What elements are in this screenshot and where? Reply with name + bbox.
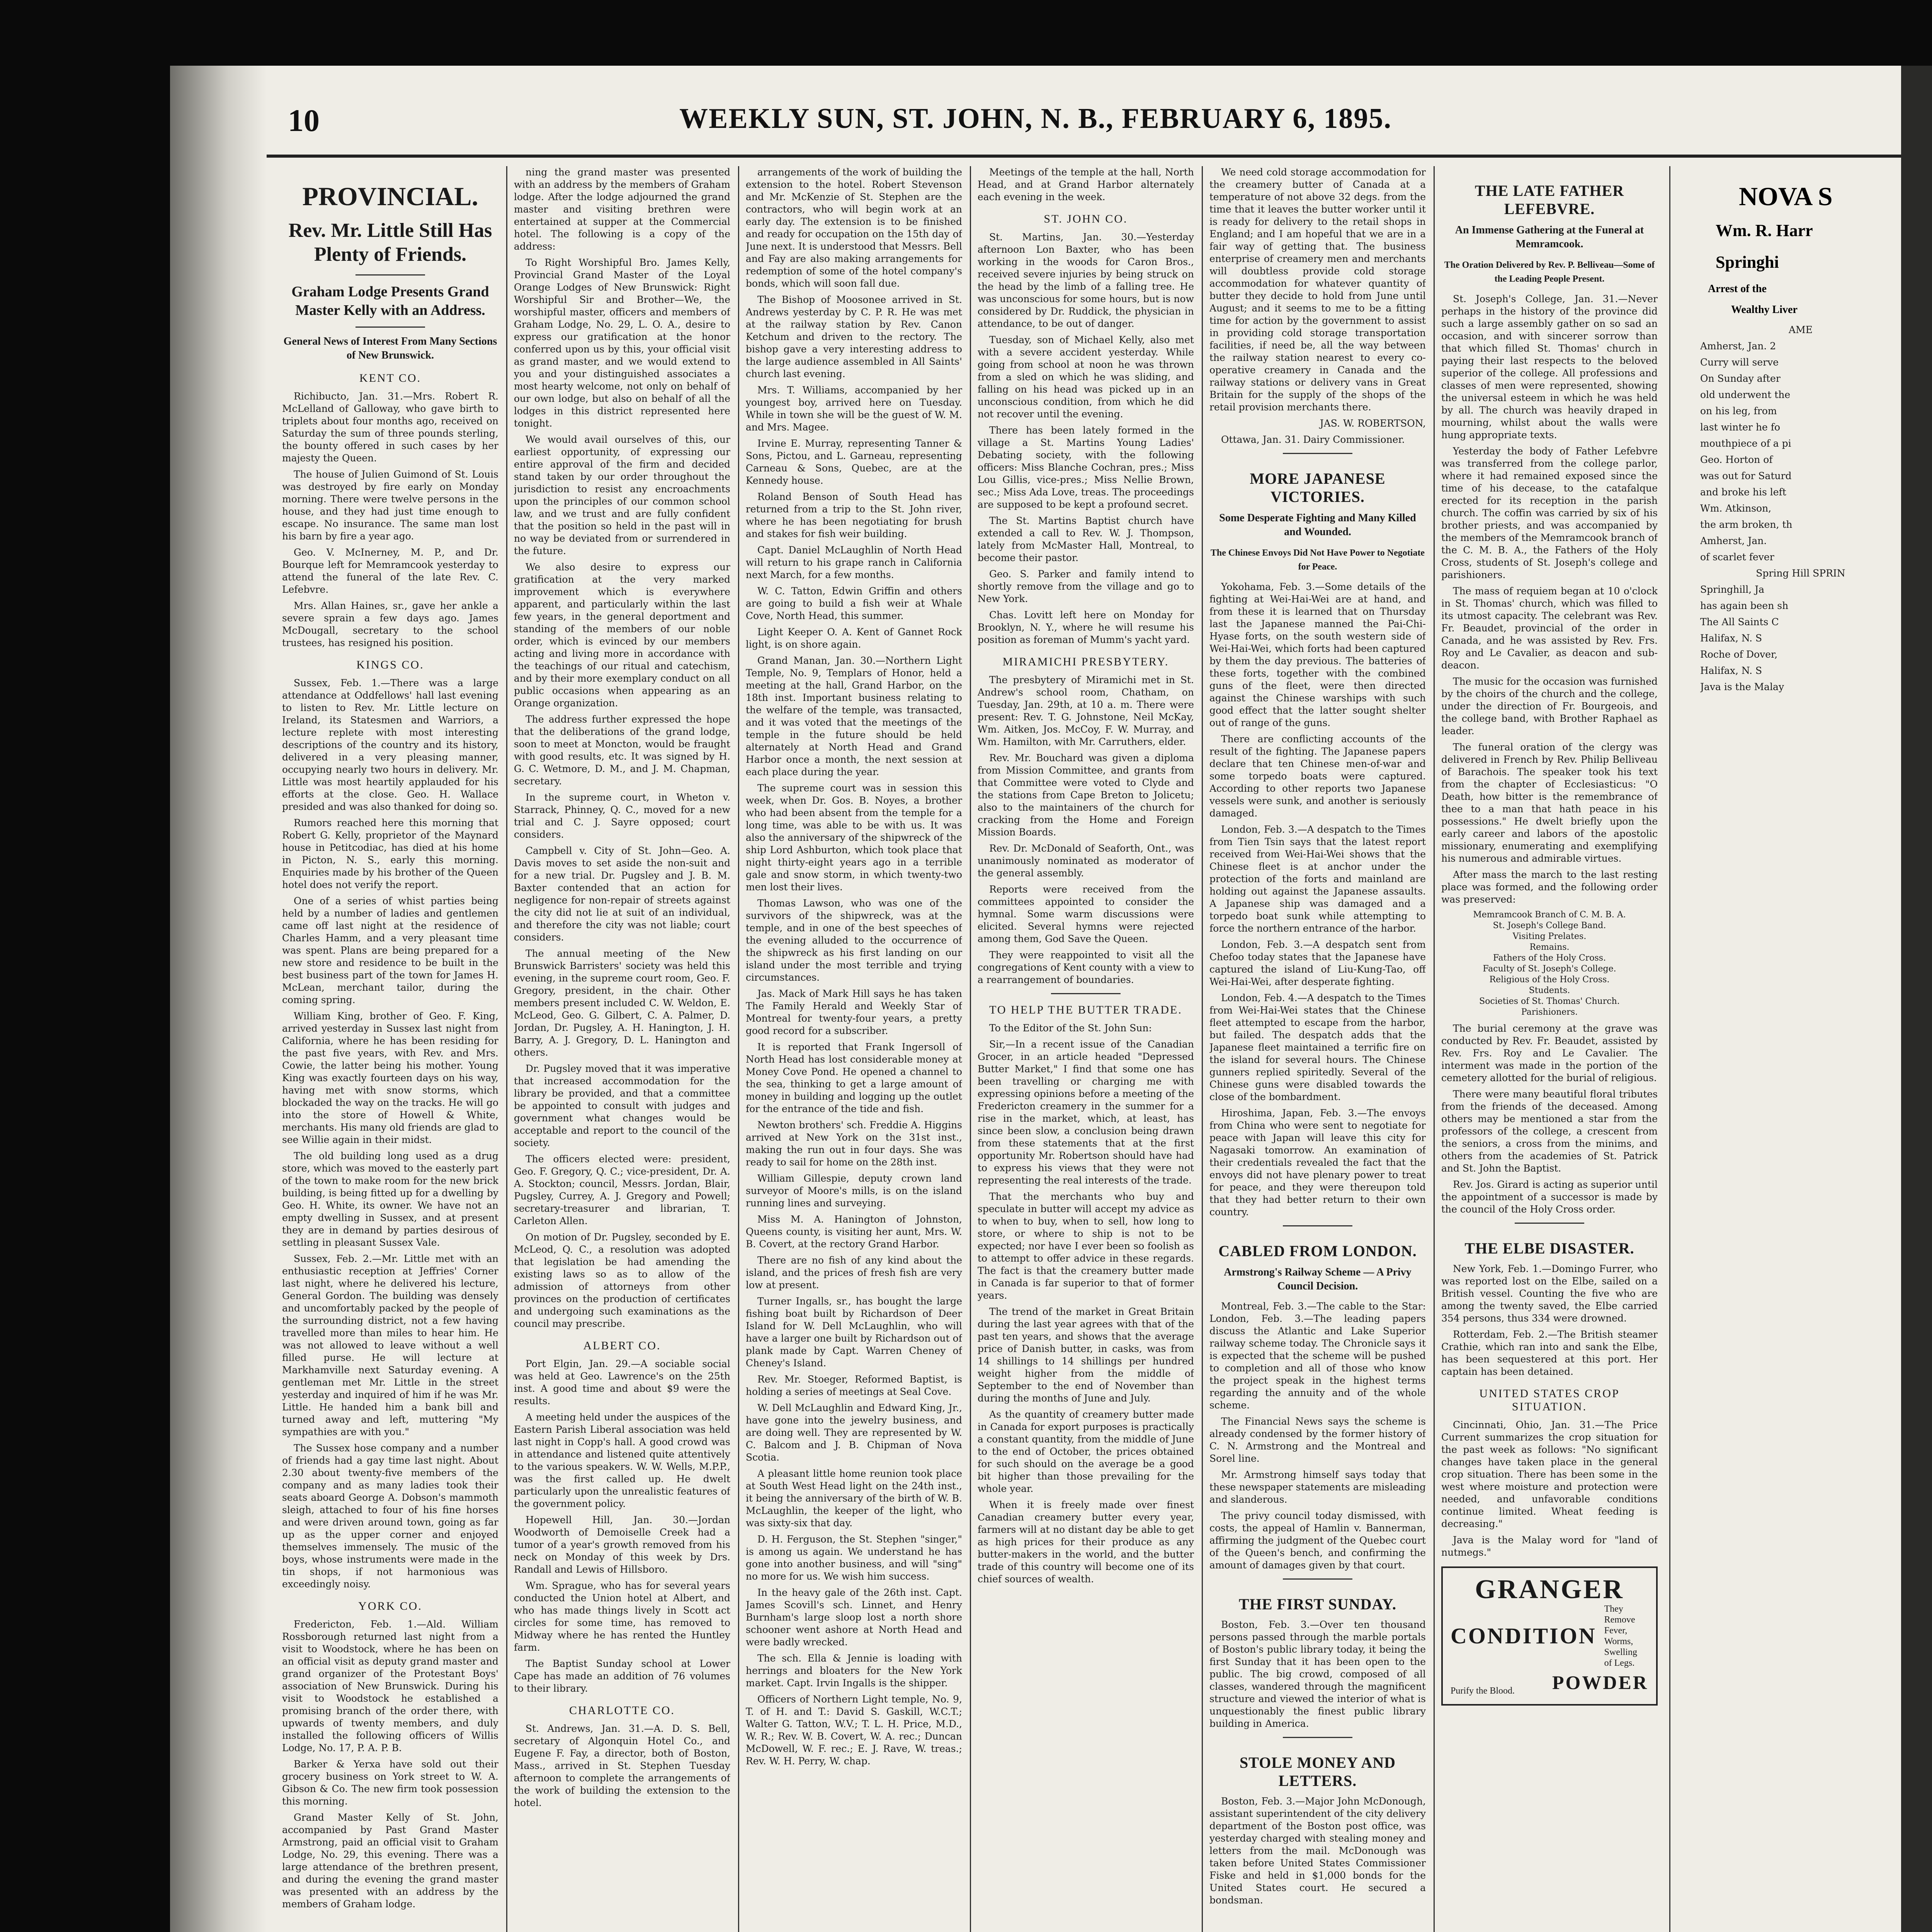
text-line: Halifax, N. S xyxy=(1700,665,1762,676)
order-item: Religious of the Holy Cross. xyxy=(1489,975,1610,985)
deck: Arrest of the xyxy=(1708,283,1767,295)
paragraph: A pleasant little home reunion took place at South West Head light on the 24th inst., it being the anniversary of the birth of W. B. McLaughlin, the keeper of the light, who was sixty-six that day. xyxy=(746,1468,962,1529)
paragraph: Newton brothers' sch. Freddie A. Higgins arrived at New York on the 31st inst., making the run out in four days. She was ready to sail for home on the 28th inst. xyxy=(746,1119,962,1168)
paragraph: Rumors reached here this morning that Robert G. Kelly, proprietor of the Maynard house in Petitcodiac, has died at his home in Picton, N. S., early this morning. Enquiries made by his brother of the Queen hotel does not verify the report. xyxy=(282,817,498,890)
deck: The Chinese Envoys Did Not Have Power to Negotiate for Peace. xyxy=(1210,548,1425,572)
column-4 xyxy=(978,166,1194,1932)
paragraph: New York, Feb. 1.—Domingo Furrer, who was reported lost on the Elbe, sailed on a British vessel. Counting the five who are among the twenty saved, the Elbe carried 354 persons, thus 334 were drowned. xyxy=(1441,1263,1658,1324)
paragraph: One of a series of whist parties being held by a number of ladies and gentlemen came off last night at the residence of Charles Hamm, and a very pleasant time was spent. Plans are being prepared for a new store and residence to be built in the best business part of the town for James H. McLean, merchant tailor, during the coming spring. xyxy=(282,895,498,1005)
headline: THE LATE FATHER LEFEBVRE. xyxy=(1475,182,1624,218)
paragraph: On motion of Dr. Pugsley, seconded by E. McLeod, Q. C., a resolution was adopted that legislation be had amending the existing laws so as to allow of the admission of attorneys from other provinces on the production of certificates and undergoing such examinations as the council may prescribe. xyxy=(514,1231,730,1329)
text-line: Springhill, Ja xyxy=(1700,584,1765,595)
section-heading: KINGS CO. xyxy=(356,658,424,671)
paragraph: Light Keeper O. A. Kent of Gannet Rock light, is on shore again. xyxy=(746,626,962,650)
paragraph: To the Editor of the St. John Sun: xyxy=(989,1022,1152,1034)
divider xyxy=(1283,1225,1352,1226)
paragraph: The address further expressed the hope that the deliberations of the grand lodge, soon to meet at Moncton, would be fraught with good results, etc. It was signed by H. G. C. Wetmore, D. M., and J. M. Chapman, secretary. xyxy=(514,714,730,787)
text-line: Roche of Dover, xyxy=(1700,649,1778,660)
paragraph: ning the grand master was presented with an address by the members of Graham lodge. After the lodge adjourned the grand master and visiting brethren were entertained at supper at the Commercial hotel. The following is a copy of the address: xyxy=(514,167,730,252)
text-line: last winter he fo xyxy=(1700,422,1781,433)
section-heading: YORK CO. xyxy=(358,1600,422,1612)
paragraph: Java is the Malay word for "land of nutmegs." xyxy=(1441,1534,1658,1558)
paragraph: Grand Master Kelly of St. John, accompanied by Past Grand Master Armstrong, paid an official visit to Graham Lodge, No. 29, this evening. There was a large attendance of the brethren present, and during the evening the grand master was presented with an address by the members of Graham lodge. xyxy=(282,1812,498,1910)
paragraph: St. Joseph's College, Jan. 31.—Never perhaps in the history of the province did such a large assembly gather on so sad an occasion, and with sincerer sorrow than that which filled St. Thomas' church in paying their last respects to the beloved superior of the college. All professions and classes of men were represented, showing the universal esteem in which he was held by all. The church was heavily draped in mourning, whilst about the walls were hung appropriate texts. xyxy=(1441,293,1658,440)
paragraph: arrangements of the work of building the extension to the hotel. Robert Stevenson and Mr. McKenzie of St. Stephen are the contractors, who will begin work at an early day. The extension is to be finished and ready for occupation on the 15th day of June next. It is understood that Messrs. Bell and Fay are also making arrangements for redemption of some of the hotel company's bonds, which will soon fall due. xyxy=(746,167,962,289)
text-line: of scarlet fever xyxy=(1700,551,1774,563)
paragraph: Grand Manan, Jan. 30.—Northern Light Temple, No. 9, Templars of Honor, held a meeting at the hall, Grand Harbor, on the 18th inst. Important business relating to the welfare of the temple, was transacted, and it was voted that the meetings of the temple in the future should be held alternately at North Head and Grand Harbor once a month, the next session at each place during the year. xyxy=(746,655,962,777)
ad-claim: of Legs. xyxy=(1604,1658,1635,1668)
paragraph: Sir,—In a recent issue of the Canadian Grocer, in an article headed "Depressed Butter Market," I find that some one has been travelling or charging me with expressing opinions before a meeting of the Fredericton creamery in the summer for a rise in the market, which, at least, has since been slow, a conclusion being drawn from these statements that at the first opportunity Mr. Robertson should have had to express his views that they were not representing the real interests of the trade. xyxy=(978,1039,1194,1186)
paragraph: Fredericton, Feb. 1.—Ald. William Rossborough returned last night from a visit to Woodstock, where he has been on an official visit as deputy grand master and grand organizer of the Protestant Boys' association of New Brunswick. During his visit to Woodstock he established a promising branch of the order there, with upwards of twenty members, and duly installed the following officers of Willis Lodge, No. 17, P. A. P. B. xyxy=(282,1619,498,1753)
section-heading: TO HELP THE BUTTER TRADE. xyxy=(989,1003,1182,1016)
paragraph: Boston, Feb. 3.—Major John McDonough, assistant superintendent of the city delivery department of the Boston post office, was yesterday charged with stealing money and letters from the mail. McDonough was taken before United States Commissioner Fiske and held in $1,000 bonds for the United States court. He secured a bondsman. xyxy=(1209,1796,1426,1906)
paragraph: W. C. Tatton, Edwin Griffin and others are going to build a fish weir at Whale Cove, North Head, this summer. xyxy=(746,585,962,621)
paragraph: As the quantity of creamery butter made in Canada for export purposes is practically a constant quantity, from the middle of June to the end of October, the prices obtained for such should on the average be a good bit higher than those prevailing for the whole year. xyxy=(978,1409,1194,1494)
paragraph: We need cold storage accommodation for the creamery butter of Canada at a temperature of not above 32 degs. from the time that it leaves the butter worker until it is ready for delivery to the retail shops in England; and I am hopeful that we are in a fair way of getting that. The business enterprise of creamery men and merchants will doubtless provide cold storage accommodation for whatever quantity of butter they decide to hold from June until August; and it seems to me to be a fitting time for action by the government to assist in providing cold storage transportation facilities, if need be, all the way between the railway station nearest to every co-operative creamery in Canada and the railway stations or delivery vans in Great Britain for the supply of the shops of the retail provision merchants there. xyxy=(1209,167,1426,413)
text-line: the arm broken, th xyxy=(1700,519,1793,530)
paragraph: Turner Ingalls, sr., has bought the large fishing boat built by Richardson of Deer Island for W. Dell McLaughlin, who will have a larger one built by Richardson out of plank made by Capt. Warren Cheney of Cheney's Island. xyxy=(746,1296,962,1369)
paragraph: The funeral oration of the clergy was delivered in French by Rev. Philip Belliveau of Barachois. The speaker took his text from the chapter of Ecclesiasticus: "O Death, how bitter is the remembrance of thee to a man that hath peace in his possessions." He dwelt briefly upon the early career and labors of the apostolic missionary, enumerating and exemplifying his numerous and admirable virtues. xyxy=(1441,742,1658,864)
text-line: has again been sh xyxy=(1700,600,1789,611)
paragraph: In the heavy gale of the 26th inst. Capt. James Scovill's sch. Linnet, and Henry Burnham's large sloop lost a north shore schooner went ashore at North Head and were badly wrecked. xyxy=(746,1587,962,1648)
paragraph: To Right Worshipful Bro. James Kelly, Provincial Grand Master of the Loyal Orange Lodges of New Brunswick: Right Worshipful Sir and Brother—We, the worshipful master, officers and members of Graham Lodge, No. 29, L. O. A., desire to express our gratification at the honor conferred upon us by this, your official visit as grand master, and we would extend to you and your distinguished associates a most hearty welcome, not only on behalf of our own lodge, but also on behalf of all the lodges in this district represented here tonight. xyxy=(514,257,730,429)
paragraph: There are conflicting accounts of the result of the fighting. The Japanese papers declare that ten Chinese men-of-war and some torpedo boats were captured. According to other reports two Japanese vessels were sunk, and another is seriously damaged. xyxy=(1209,733,1426,819)
page-edge xyxy=(1901,66,1932,1932)
paragraph: Montreal, Feb. 3.—The cable to the Star: London, Feb. 3.—The leading papers discuss the Atlantic and Lake Superior railway scheme today. The Chronicle says it is expected that the scheme will be pushed to completion and all of those who know the project speak in the highest terms regarding the annuity and of the whole scheme. xyxy=(1209,1301,1426,1411)
paragraph: The Baptist Sunday school at Lower Cape has made an addition of 76 volumes to their library. xyxy=(514,1658,730,1694)
paragraph: When it is freely made over finest Canadian creamery butter every year, farmers will at no distant day be able to get as high prices for their produce as any butter-makers in the world, and the butter trade of this country will become one of its chief sources of wealth. xyxy=(978,1499,1194,1585)
headline: CABLED FROM LONDON. xyxy=(1218,1242,1417,1260)
headline: NOVA S xyxy=(1739,182,1833,211)
paragraph: Yesterday the body of Father Lefebvre was transferred from the college parlor, where it had remained exposed since the time of his decease, to the catafalque erected for its reception in the parish church. The coffin was carried by six of his brother priests, and was accompanied by the members of the Memramcook branch of the C. M. B. A., the Fathers of the Holy Cross, students of St. Joseph's college and parishioners. xyxy=(1441,446,1658,580)
column-rule xyxy=(970,166,971,1932)
ad-brand: CONDITION xyxy=(1451,1623,1597,1648)
paragraph: Jas. Mack of Mark Hill says he has taken The Family Herald and Weekly Star of Montreal for twenty-four years, a pretty good record for a subscriber. xyxy=(746,988,962,1036)
paragraph: Roland Benson of South Head has returned from a trip to the St. John river, where he has been negotiating for brush and stakes for fish weir building. xyxy=(746,491,962,539)
page-number: 10 xyxy=(288,103,320,138)
paragraph: London, Feb. 3.—A despatch to the Times from Tien Tsin says that the latest report received from Wei-Hai-Wei shows that the Chinese fleet is at anchor under the protection of the forts and mainland are holding out against the Japanese assaults. A Japanese ship was damaged and a torpedo boat sunk while attempting to force the northern entrance of the harbor. xyxy=(1209,824,1426,934)
page-header xyxy=(170,102,1901,145)
paragraph: Rev. Jos. Girard is acting as superior until the appointment of a successor is made by the council of the Holy Cross order. xyxy=(1441,1179,1658,1215)
ad-claim: Worms, Swelling xyxy=(1604,1636,1637,1657)
paragraph: The burial ceremony at the grave was conducted by Rev. Fr. Beaudet, assisted by Rev. Frs. Roy and Le Cavalier. The interment was made in the portion of the cemetery allotted for the burial of religious. xyxy=(1441,1023,1658,1083)
paragraph: London, Feb. 3.—A despatch sent from Chefoo today states that the Japanese have captured the island of Liu-Kung-Tao, off Wei-Hai-Wei, after desperate fighting. xyxy=(1209,939,1426,987)
section-heading: KENT CO. xyxy=(359,372,422,384)
paragraph: Hiroshima, Japan, Feb. 3.—The envoys from China who were sent to negotiate for peace with Japan will leave this city for Nagasaki tomorrow. An examination of their credentials revealed the fact that the envoys did not have plenary power to treat for peace, and they were thereupon told that they had better return to their own country. xyxy=(1209,1107,1426,1218)
section-heading: UNITED STATES CROP SITUATION. xyxy=(1479,1387,1620,1413)
order-item: Remains. xyxy=(1529,942,1570,952)
order-item: St. Joseph's College Band. xyxy=(1493,921,1606,930)
dateline: Ottawa, Jan. 31. Dairy Commissioner. xyxy=(1221,434,1405,445)
section-heading: CHARLOTTE CO. xyxy=(569,1704,675,1717)
text-line: old underwent the xyxy=(1700,389,1791,400)
ad-row xyxy=(1451,1668,1648,1696)
paragraph: Rotterdam, Feb. 2.—The British steamer Crathie, which ran into and sank the Elbe, has been sequestered at this port. Her captain has been detained. xyxy=(1441,1329,1658,1377)
text-line: The All Saints C xyxy=(1700,616,1779,628)
column-1 xyxy=(282,166,498,1932)
paragraph: The Bishop of Moosonee arrived in St. Andrews yesterday by C. P. R. He was met at the railway station by Rev. Canon Ketchum and driven to the rectory. The bishop gave a very interesting address to the large audience assembled in All Saints' church last evening. xyxy=(746,294,962,379)
deck: Graham Lodge Presents Grand Master Kelly with an Address. xyxy=(291,284,489,318)
text-line: On Sunday after xyxy=(1700,373,1781,384)
paragraph: After mass the march to the last resting place was formed, and the following order was preserved: xyxy=(1441,869,1658,905)
column-rule xyxy=(506,166,507,1932)
paragraph: Miss M. A. Hanington of Johnston, Queens county, is visiting her aunt, Mrs. W. B. Covert, at the rectory Grand Harbor. xyxy=(746,1214,962,1250)
newspaper-page xyxy=(170,66,1932,1932)
paragraph: Port Elgin, Jan. 29.—A sociable social was held at Geo. Lawrence's on the 25th inst. A good time and about $9 were the results. xyxy=(514,1358,730,1406)
paragraph: The old building long used as a drug store, which was moved to the easterly part of the town to make room for the new brick building, is being fitted up for a dwelling by Geo. H. White, its owner. We have not an empty dwelling in Sussex, and at present they are in demand by parties desirous of settling in pleasant Sussex Vale. xyxy=(282,1150,498,1248)
headline: STOLE MONEY AND LETTERS. xyxy=(1240,1754,1396,1789)
paragraph: The officers elected were: president, Geo. F. Gregory, Q. C.; vice-president, Dr. A. A. Stockton; council, Messrs. Jordan, Blair, Pugsley, Currey, A. J. Gregory and Powell; secretary-treasurer and librarian, T. Carleton Allen. xyxy=(514,1153,730,1226)
column-rule xyxy=(1669,166,1670,1932)
order-item: Societies of St. Thomas' Church. xyxy=(1479,997,1620,1006)
paragraph: The supreme court was in session this week, when Dr. Gos. B. Noyes, a brother who had been absent from the temple for a long time, was able to be with us. It was also the anniversary of the shipwreck of the ship Lord Ashburton, which took place that night thirty-eight years ago in a terrible gale and snow storm, in which twenty-two men lost their lives. xyxy=(746,782,962,893)
column-rule xyxy=(1434,166,1435,1932)
paragraph: We would avail ourselves of this, our earliest opportunity, of expressing our entire approval of the firm and decided stand taken by our order throughout the jurisdiction to resist any encroachments upon the principles of our common school law, and we trust and are fully confident that the position so held in the past will in no way be deviated from or surrendered in the future. xyxy=(514,434,730,556)
divider xyxy=(1051,993,1121,994)
column-rule xyxy=(738,166,739,1932)
paragraph: Richibucto, Jan. 31.—Mrs. Robert R. McLelland of Galloway, who gave birth to triplets about four months ago, received on Saturday the sum of three pounds sterling, the bounty offered in such cases by her majesty the Queen. xyxy=(282,391,498,464)
text-line: AME xyxy=(1789,324,1813,335)
text-line: Spring Hill SPRIN xyxy=(1756,568,1845,579)
deck: Wealthy Liver xyxy=(1731,304,1798,316)
paragraph: Rev. Mr. Bouchard was given a diploma from Mission Committee, and grants from that Committee were voted to Clyde and the stations from Cape Breton to Jolicetu; also to the maintainers of the church for cracking from the Home and Foreign Mission Boards. xyxy=(978,752,1194,838)
deck: Wm. R. Harr xyxy=(1716,221,1813,240)
order-item: Visiting Prelates. xyxy=(1512,932,1587,941)
text-line: Wm. Atkinson, xyxy=(1700,503,1772,514)
paragraph: That the merchants who buy and speculate in butter will accept my advice as to when to buy, when to sell, how long to store, or where to ship is not to be expected; nor have I ever been so foolish as to attempt to offer advice in these regards. The fact is that the creamery butter made in Canada is far superior to that of former years. xyxy=(978,1191,1194,1301)
divider xyxy=(1515,1223,1584,1224)
paragraph: St. Andrews, Jan. 31.—A. D. S. Bell, secretary of Algonquin Hotel Co., and Eugene F. Fay, a director, both of Boston, Mass., arrived in St. Stephen Tuesday afternoon to complete the arrangements of the work of building the extension to the hotel. xyxy=(514,1723,730,1808)
paragraph: Mrs. Allan Haines, sr., gave her ankle a severe sprain a few days ago. James McDougall, secretary to the school trustees, has resigned his position. xyxy=(282,600,498,648)
procession-order xyxy=(1441,910,1658,1018)
text-line: was out for Saturd xyxy=(1700,470,1792,481)
paragraph: St. Martins, Jan. 30.—Yesterday afternoon Lon Baxter, who has been working in the woods for Caron Bros., received severe injuries by being struck on the head by the limb of a falling tree. He was unconscious for some hours, but is now considered by Dr. Ruddick, the physician in attendance, to be out of danger. xyxy=(978,231,1194,329)
text-line: Amherst, Jan. 2 xyxy=(1700,340,1776,352)
paragraph: W. Dell McLaughlin and Edward King, Jr., have gone into the jewelry business, and are doing well. They are represented by W. C. Balcom and J. B. Chipman of Nova Scotia. xyxy=(746,1402,962,1463)
paragraph: Irvine E. Murray, representing Tanner & Sons, Pictou, and L. Garneau, representing Carneau & Sons, Quebec, are at the Kennedy house. xyxy=(746,438,962,486)
paragraph: Mr. Armstrong himself says today that these newspaper statements are misleading and slanderous. xyxy=(1209,1469,1426,1505)
paragraph: The music for the occasion was furnished by the choirs of the church and the college, under the direction of Fr. Bourgeois, and the college band, with Brother Raphael as leader. xyxy=(1441,676,1658,736)
paragraph: Geo. V. McInerney, M. P., and Dr. Bourque left for Memramcook yesterday to attend the funeral of the late Rev. C. Lefebvre. xyxy=(282,547,498,595)
signature: JAS. W. ROBERTSON, xyxy=(1320,418,1426,429)
paragraph: Meetings of the temple at the hall, North Head, and at Grand Harbor alternately each evening in the week. xyxy=(978,167,1194,202)
paragraph: The presbytery of Miramichi met in St. Andrew's school room, Chatham, on Tuesday, Jan. 29th, at 10 a. m. There were present: Rev. T. G. Johnstone, Neil McKay, Wm. Aitken, Jos. McCoy, F. W. Murray, and Wm. Hamilton, with Mr. Carruthers, elder. xyxy=(978,674,1194,747)
paragraph: Rev. Dr. McDonald of Seaforth, Ont., was unanimously nominated as moderator of the general assembly. xyxy=(978,843,1194,879)
column-rule xyxy=(1202,166,1203,1932)
text-line: Java is the Malay xyxy=(1700,681,1784,692)
paragraph: They were reappointed to visit all the congregations of Kent county with a view to a rearrangement of boundaries. xyxy=(978,949,1194,985)
paragraph: Barker & Yerxa have sold out their grocery business on York street to W. A. Gibson & Co. The new firm took possession this morning. xyxy=(282,1759,498,1807)
column-5 xyxy=(1209,166,1426,1932)
text-line: Halifax, N. S xyxy=(1700,633,1762,644)
paragraph: Chas. Lovitt left here on Monday for Brooklyn, N. Y., where he will resume his position as foreman of Mumm's yacht yard. xyxy=(978,609,1194,645)
text-line: Amherst, Jan. xyxy=(1700,535,1767,546)
paragraph: A meeting held under the auspices of the Eastern Parish Liberal association was held last night in Copp's hall. A good crowd was in attendance and listened quite attentively to the various speakers. W. W. Wells, M.P.P., was the first called up. He dwelt particularly upon the unrealistic features of the government policy. xyxy=(514,1412,730,1509)
section-heading: ALBERT CO. xyxy=(583,1339,661,1352)
paragraph: Dr. Pugsley moved that it was imperative that increased accommodation for the library be provided, and that a committee be appointed to consult with judges and government what changes would be acceptable and report to the council of the society. xyxy=(514,1063,730,1148)
paragraph: Wm. Sprague, who has for several years conducted the Union hotel at Albert, and who has made things lively in Scott act circles for some time, has removed to Midway where he has rented the Huntley farm. xyxy=(514,1580,730,1653)
headline: THE FIRST SUNDAY. xyxy=(1239,1595,1396,1613)
paragraph: The house of Julien Guimond of St. Louis was destroyed by fire early on Monday morning. There were twelve persons in the house, and they had just time enough to escape. No insurance. The same man lost his barn by fire a year ago. xyxy=(282,469,498,542)
paragraph: Mrs. T. Williams, accompanied by her youngest boy, arrived here on Tuesday. While in town she will be the guest of W. M. and Mrs. Magee. xyxy=(746,384,962,433)
order-item: Faculty of St. Joseph's College. xyxy=(1483,964,1616,974)
paragraph: Tuesday, son of Michael Kelly, also met with a severe accident yesterday. While going from school at noon he was thrown from a sled on which he was sliding, and falling on his head was picked up in an unconscious condition, from which he did not recover until the evening. xyxy=(978,334,1194,420)
deck: The Oration Delivered by Rev. P. Belliveau—Some of the Leading People Present. xyxy=(1444,260,1655,284)
paragraph: William Gillespie, deputy crown land surveyor of Moore's mills, is on the island running lines and surveying. xyxy=(746,1173,962,1209)
paragraph: D. H. Ferguson, the St. Stephen "singer," is among us again. We understand he has gone into another business, and will "sing" no more for us. We wish him success. xyxy=(746,1534,962,1582)
order-item: Fathers of the Holy Cross. xyxy=(1493,953,1606,963)
paragraph: The Sussex hose company and a number of friends had a gay time last night. About 2.30 about twenty-five members of the company and as many ladies took their seats aboard George A. Dobson's mammoth sleigh, attached to four of his fine horses and were driven around town, going as far up as the upper corner and enjoyed themselves immensely. The music of the boys, whose instruments were made in the tin shops, if not harmonious was exceedingly noisy. xyxy=(282,1442,498,1590)
paragraph: The St. Martins Baptist church have extended a call to Rev. W. J. Thompson, lately from McMaster Hall, Montreal, to become their pastor. xyxy=(978,515,1194,563)
ad-claim: They Remove Fever, xyxy=(1604,1604,1635,1636)
headline: Rev. Mr. Little Still Has Plenty of Friends. xyxy=(288,219,492,265)
paragraph: The annual meeting of the New Brunswick Barristers' society was held this evening, in the supreme court room, Geo. F. Gregory, president, in the chair. Other members present included C. W. Weldon, E. McLeod, Geo. G. Gilbert, C. A. Palmer, D. Jordan, Dr. Pugsley, A. H. Hanington, J. H. Barry, A. J. Gregory, D. L. Hanington and others. xyxy=(514,948,730,1058)
ad-tagline: Purify the Blood. xyxy=(1451,1686,1515,1696)
paragraph: Cincinnati, Ohio, Jan. 31.—The Price Current summarizes the crop situation for the past week as follows: "No significant changes have taken place in the general crop situation. There has been some in the west where moisture and protection were needed, and unfavorable conditions continue limited. Wheat feeding is decreasing." xyxy=(1441,1419,1658,1529)
paragraph: Geo. S. Parker and family intend to shortly remove from the village and go to New York. xyxy=(978,568,1194,604)
column-6 xyxy=(1441,166,1658,1932)
paragraph: There has been lately formed in the village a St. Martins Young Ladies' Debating society, with the following officers: Miss Blanche Cochran, pres.; Miss Lou Gillis, vice-pres.; Miss Nellie Brown, sec.; Miss Ada Love, treas. The proceedings are supposed to be kept a profound secret. xyxy=(978,425,1194,510)
paragraph: It is reported that Frank Ingersoll of North Head has lost considerable money at Money Cove Pond. He opened a channel to the sea, thinking to get a large amount of money in building and logging up the outlet for the entrance of the tide and fish. xyxy=(746,1041,962,1114)
paragraph: The privy council today dismissed, with costs, the appeal of Hamlin v. Bannerman, affirming the judgment of the Quebec court of the Queen's bench, and confirming the amount of damages given by that court. xyxy=(1209,1510,1426,1571)
paragraph: Sussex, Feb. 1.—There was a large attendance at Oddfellows' hall last evening to listen to Rev. Mr. Little lecture on Ireland, its Statesmen and Warriors, a lecture replete with most interesting descriptions of the country and its history, delivered in a very pleasing manner, occupying nearly two hours in delivery. Mr. Little was most heartily applauded for his efforts at the close. Geo. H. Wallace presided and was also thanked for doing so. xyxy=(282,677,498,812)
paragraph: There are no fish of any kind about the island, and the prices of fresh fish are very low at present. xyxy=(746,1255,962,1291)
divider xyxy=(1283,1578,1352,1580)
paragraph: Yokohama, Feb. 3.—Some details of the fighting at Wei-Hai-Wei are at hand, and from these it is learned that on Thursday last the Japanese manned the Pai-Chi-Hyase forts, on the south western side of Wei-Hai-Wei, which forts had been captured by them the day previous. The batteries of these forts, together with the combined guns of the fleet, were then directed against the Chinese warships with such good effect that the latter sought shelter out of range of the guns. xyxy=(1209,581,1426,728)
paragraph: Campbell v. City of St. John—Geo. A. Davis moves to set aside the non-suit and for a new trial. Dr. Pugsley and J. B. M. Baxter contended that an action for negligence for non-repair of streets against the city did not lie at suit of an individual, and therefore the city was not liable; court considers. xyxy=(514,845,730,943)
order-item: Parishioners. xyxy=(1521,1007,1578,1017)
ad-brand: GRANGER xyxy=(1475,1575,1624,1604)
deck: Springhi xyxy=(1716,253,1779,272)
paragraph: The trend of the market in Great Britain during the last year agrees with that of the past ten years, and shows that the average price of Danish butter, in casks, was from 14 shillings to 14 shillings per hundred weight higher from the middle of September to the end of November than during the months of June and July. xyxy=(978,1306,1194,1404)
text-line: mouthpiece of a pi xyxy=(1700,438,1791,449)
paragraph: The mass of requiem began at 10 o'clock in St. Thomas' church, which was filled to its utmost capacity. The celebrant was Rev. Fr. Beaudet, provincial of the order in Canada, and he was assisted by Rev. Frs. Roy and Le Cavalier, as deacon and sub-deacon. xyxy=(1441,585,1658,671)
divider xyxy=(1283,453,1352,454)
divider xyxy=(355,327,425,328)
paragraph: Officers of Northern Light temple, No. 9, T. of H. and T.: David S. Gaskill, W.C.T.; Walter G. Tatton, W.V.; T. L. H. Price, M.D., W. R.; Rev. W. B. Covert, W. A. rec.; Duncan McDowell, W. F. rec.; E. J. Rave, W. treas.; Rev. W. H. Perry, W. chap. xyxy=(746,1694,962,1767)
paragraph: Rev. Mr. Stoeger, Reformed Baptist, is holding a series of meetings at Seal Cove. xyxy=(746,1374,962,1397)
section-heading: MIRAMICHI PRESBYTERY. xyxy=(1002,655,1169,668)
ad-row xyxy=(1451,1604,1648,1668)
column-2 xyxy=(514,166,730,1932)
divider xyxy=(1283,1737,1352,1738)
paragraph: Sussex, Feb. 2.—Mr. Little met with an enthusiastic reception at Jeffries' Corner last night, where he delivered his lecture, General Gordon. The building was densely and uncomfortably packed by the people of the surrounding district, not a few having travelled more than miles to hear him. He was not allowed to leave without a well filled purse. He will lecture at Markhamville next Saturday evening. A gentleman met Mr. Little in the street yesterday and inquired of him if he was Mr. Little. He handed him a bank bill and turned away and left, muttering "My sympathies are with you." xyxy=(282,1253,498,1437)
paragraph: We also desire to express our gratification at the very marked improvement which is everywhere apparent, and particularly within the last few years, in the general deportment and standing of the members of our noble order, which is evinced by our members acting and living more in accordance with the teachings of our ritual and catechism, and by their more exemplary conduct on all public occasions when appearing as an Orange organization. xyxy=(514,561,730,709)
deck: Armstrong's Railway Scheme — A Privy Council Decision. xyxy=(1224,1266,1412,1292)
paragraph: The sch. Ella & Jennie is loading with herrings and bloaters for the New York market. Capt. Irvin Ingalls is the shipper. xyxy=(746,1653,962,1689)
text-line: on his leg, from xyxy=(1700,405,1777,417)
paragraph: Capt. Daniel McLaughlin of North Head will return to his grape ranch in California next March, for a few months. xyxy=(746,544,962,580)
headline: MORE JAPANESE VICTORIES. xyxy=(1250,470,1386,505)
paragraph: Hopewell Hill, Jan. 30.—Jordan Woodworth of Demoiselle Creek had a tumor of a year's growth removed from his neck on Monday of this week by Drs. Randall and Lewis of Hillsboro. xyxy=(514,1514,730,1575)
paragraph: Boston, Feb. 3.—Over ten thousand persons passed through the marble portals of Boston's public library today, it being the first Sunday that it has been open to the public. The big crowd, composed of all classes, wandered through the magnificent structure and viewed the interior of what is unquestionably the finest public library building in America. xyxy=(1209,1619,1426,1729)
ad-product: POWDER xyxy=(1552,1672,1648,1693)
paragraph: London, Feb. 4.—A despatch to the Times from Wei-Hai-Wei states that the Chinese fleet attempted to escape from the harbor, but failed. The despatch adds that the Japanese fleet maintained a terrific fire on the island for several hours. The Chinese gunners replied spiritedly. Several of the Chinese guns were disabled towards the close of the bombardment. xyxy=(1209,992,1426,1102)
text-line: and broke his left xyxy=(1700,486,1786,498)
column-7-partial xyxy=(1700,166,1901,1932)
paragraph: There were many beautiful floral tributes from the friends of the deceased. Among others may be mentioned a star from the professors of the college, a crescent from the seniors, a cross from the minims, and others from the academies of St. Patrick and St. John the Baptist. xyxy=(1441,1088,1658,1174)
header-rule xyxy=(267,155,1932,158)
text-line: Geo. Horton of xyxy=(1700,454,1773,465)
column-3 xyxy=(746,166,962,1932)
headline: THE ELBE DISASTER. xyxy=(1464,1240,1634,1257)
paragraph: William King, brother of Geo. F. King, arrived yesterday in Sussex last night from California, where he has been residing for the past five years, with Rev. and Mrs. Cowie, the latter being his mother. Young King was exactly fourteen days on his way, having met with snow storms, which blockaded the way on the tracks. He will go into the store of Howell & White, merchants. His many old friends are glad to see Willie again in their midst. xyxy=(282,1010,498,1145)
order-item: Memramcook Branch of C. M. B. A. xyxy=(1473,910,1626,920)
paragraph: The Financial News says the scheme is already condensed by the former history of C. N. Armstrong and the Montreal and Sorel line. xyxy=(1209,1416,1426,1464)
deck: An Immense Gathering at the Funeral at Memramcook. xyxy=(1455,224,1644,250)
section-title: PROVINCIAL. xyxy=(302,182,478,211)
order-item: Students. xyxy=(1529,986,1570,995)
masthead: WEEKLY SUN, ST. JOHN, N. B., FEBRUARY 6, 1895. xyxy=(679,103,1392,134)
paragraph: Thomas Lawson, who was one of the survivors of the shipwreck, was at the temple, and in one of the best speeches of the evening alluded to the occurrence of the shipwreck as his first landing on our island under the most terrible and trying circumstances. xyxy=(746,898,962,983)
deck: Some Desperate Fighting and Many Killed and Wounded. xyxy=(1219,512,1416,538)
paragraph: In the supreme court, in Wheton v. Starrack, Phinney, Q. C., moved for a new trial and C. J. Sayre opposed; court considers. xyxy=(514,792,730,840)
ad-claims xyxy=(1604,1604,1648,1668)
text-line: Curry will serve xyxy=(1700,357,1779,368)
section-heading: ST. JOHN CO. xyxy=(1044,213,1128,225)
granger-condition-powder-ad xyxy=(1441,1566,1658,1706)
paragraph: Reports were received from the committees appointed to consider the hymnal. Some warm discussions were elicited. Several hymns were rejected among them, God Save the Queen. xyxy=(978,884,1194,944)
binding-shadow xyxy=(170,66,267,1932)
deck: General News of Interest From Many Sections of New Brunswick. xyxy=(283,335,497,361)
divider xyxy=(355,274,425,276)
